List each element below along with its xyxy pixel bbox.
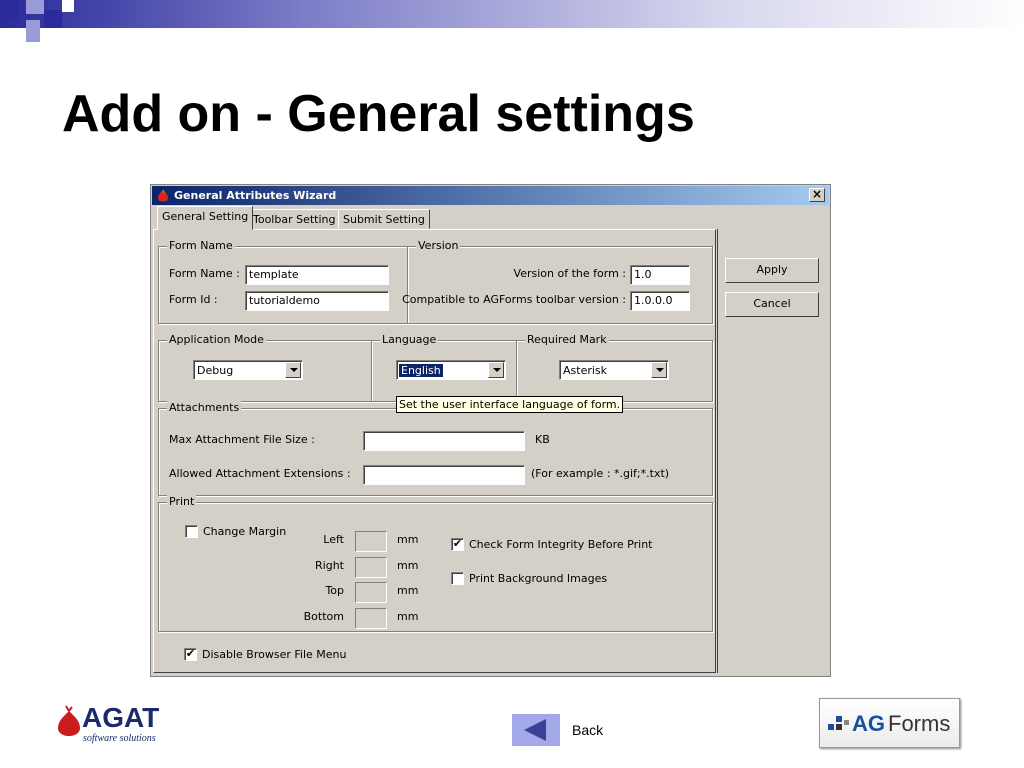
agforms-forms-text: Forms [888,711,951,736]
application-mode-legend: Application Mode [169,333,264,346]
back-arrow-icon[interactable] [512,714,560,746]
required-mark-select[interactable] [559,360,669,380]
language-select[interactable] [396,360,506,380]
bg-images-label: Print Background Images [469,572,608,585]
version-group [402,239,713,324]
dialog-title: General Attributes Wizard [174,189,337,202]
chevron-down-icon[interactable] [651,362,667,378]
bg-images-checkbox[interactable] [451,572,464,585]
compat-version-input[interactable]: 1.0.0.0 [630,291,690,311]
integrity-checkbox[interactable]: ✔ [452,537,463,550]
agforms-ag-text: AG [852,711,885,736]
language-tooltip: Set the user interface language of form. [396,396,623,413]
language-legend: Language [382,333,437,346]
margin-bottom-unit: mm [397,610,419,623]
version-input[interactable]: 1.0 [630,265,690,285]
compat-version-label: Compatible to AGForms toolbar version : [402,293,626,306]
extensions-input[interactable] [363,465,525,485]
language-group [371,333,517,402]
app-icon [157,189,169,202]
margin-left-label: Left [323,533,344,546]
integrity-label: Check Form Integrity Before Print [469,538,653,551]
margin-bottom-label: Bottom [303,610,344,623]
change-margin-checkbox[interactable] [185,525,198,538]
agat-wordmark: AGAT [82,702,160,733]
disable-menu-label: Disable Browser File Menu [202,648,347,661]
margin-top-label: Top [325,584,344,597]
slide-top-bar [0,0,1024,28]
attachments-legend: Attachments [169,401,240,414]
decor-square-4 [26,20,40,42]
required-mark-group [516,333,713,402]
form-id-input[interactable]: tutorialdemo [245,291,389,311]
form-name-group [158,239,408,324]
pomegranate-icon [56,705,82,737]
agat-tagline: software solutions [83,733,156,744]
chevron-down-icon[interactable] [285,362,301,378]
tab-submit-setting[interactable]: Submit Setting [338,209,430,229]
max-size-label: Max Attachment File Size : [169,433,315,446]
decor-square-3 [44,10,62,28]
application-mode-select[interactable] [193,360,303,380]
language-value: English [401,364,441,377]
max-size-input[interactable] [363,431,525,451]
dialog-titlebar[interactable] [152,186,829,205]
print-legend: Print [169,495,195,508]
cancel-button[interactable]: Cancel [725,292,819,317]
tab-toolbar-setting[interactable]: Toolbar Setting [248,209,341,229]
extensions-label: Allowed Attachment Extensions : [169,467,351,480]
decor-square-2 [26,0,44,14]
close-button[interactable]: × [809,188,825,202]
general-setting-panel [153,229,716,673]
back-link[interactable]: Back [572,722,604,738]
general-attributes-dialog [150,184,831,677]
margin-left-input[interactable] [355,531,387,552]
print-group [158,495,713,632]
chevron-down-icon[interactable] [488,362,504,378]
agforms-mark-icon [828,714,850,734]
form-name-legend: Form Name [169,239,233,252]
sidebar-divider [717,229,718,673]
change-margin-label: Change Margin [203,525,287,538]
version-label: Version of the form : [513,267,626,280]
agforms-logo [819,698,960,748]
form-id-label: Form Id : [169,293,218,306]
margin-right-label: Right [315,559,344,572]
disable-menu-checkbox[interactable]: ✔ [185,647,196,660]
margin-right-input[interactable] [355,557,387,578]
extensions-hint: (For example : *.gif;*.txt) [531,467,670,480]
form-name-label: Form Name : [169,267,240,280]
required-mark-value: Asterisk [563,364,608,377]
margin-top-input[interactable] [355,582,387,603]
margin-right-unit: mm [397,559,419,572]
required-mark-legend: Required Mark [527,333,607,346]
tab-general-setting[interactable]: General Setting [157,206,253,230]
max-size-unit: KB [535,433,550,446]
decor-square-1 [0,0,18,18]
apply-button[interactable]: Apply [725,258,819,283]
slide-title: Add on - General settings [62,85,695,143]
application-mode-group [158,333,372,402]
form-name-input[interactable]: template [245,265,389,285]
application-mode-value: Debug [197,364,234,377]
margin-top-unit: mm [397,584,419,597]
margin-left-unit: mm [397,533,419,546]
version-legend: Version [418,239,459,252]
margin-bottom-input[interactable] [355,608,387,629]
decor-square-5 [62,0,74,12]
